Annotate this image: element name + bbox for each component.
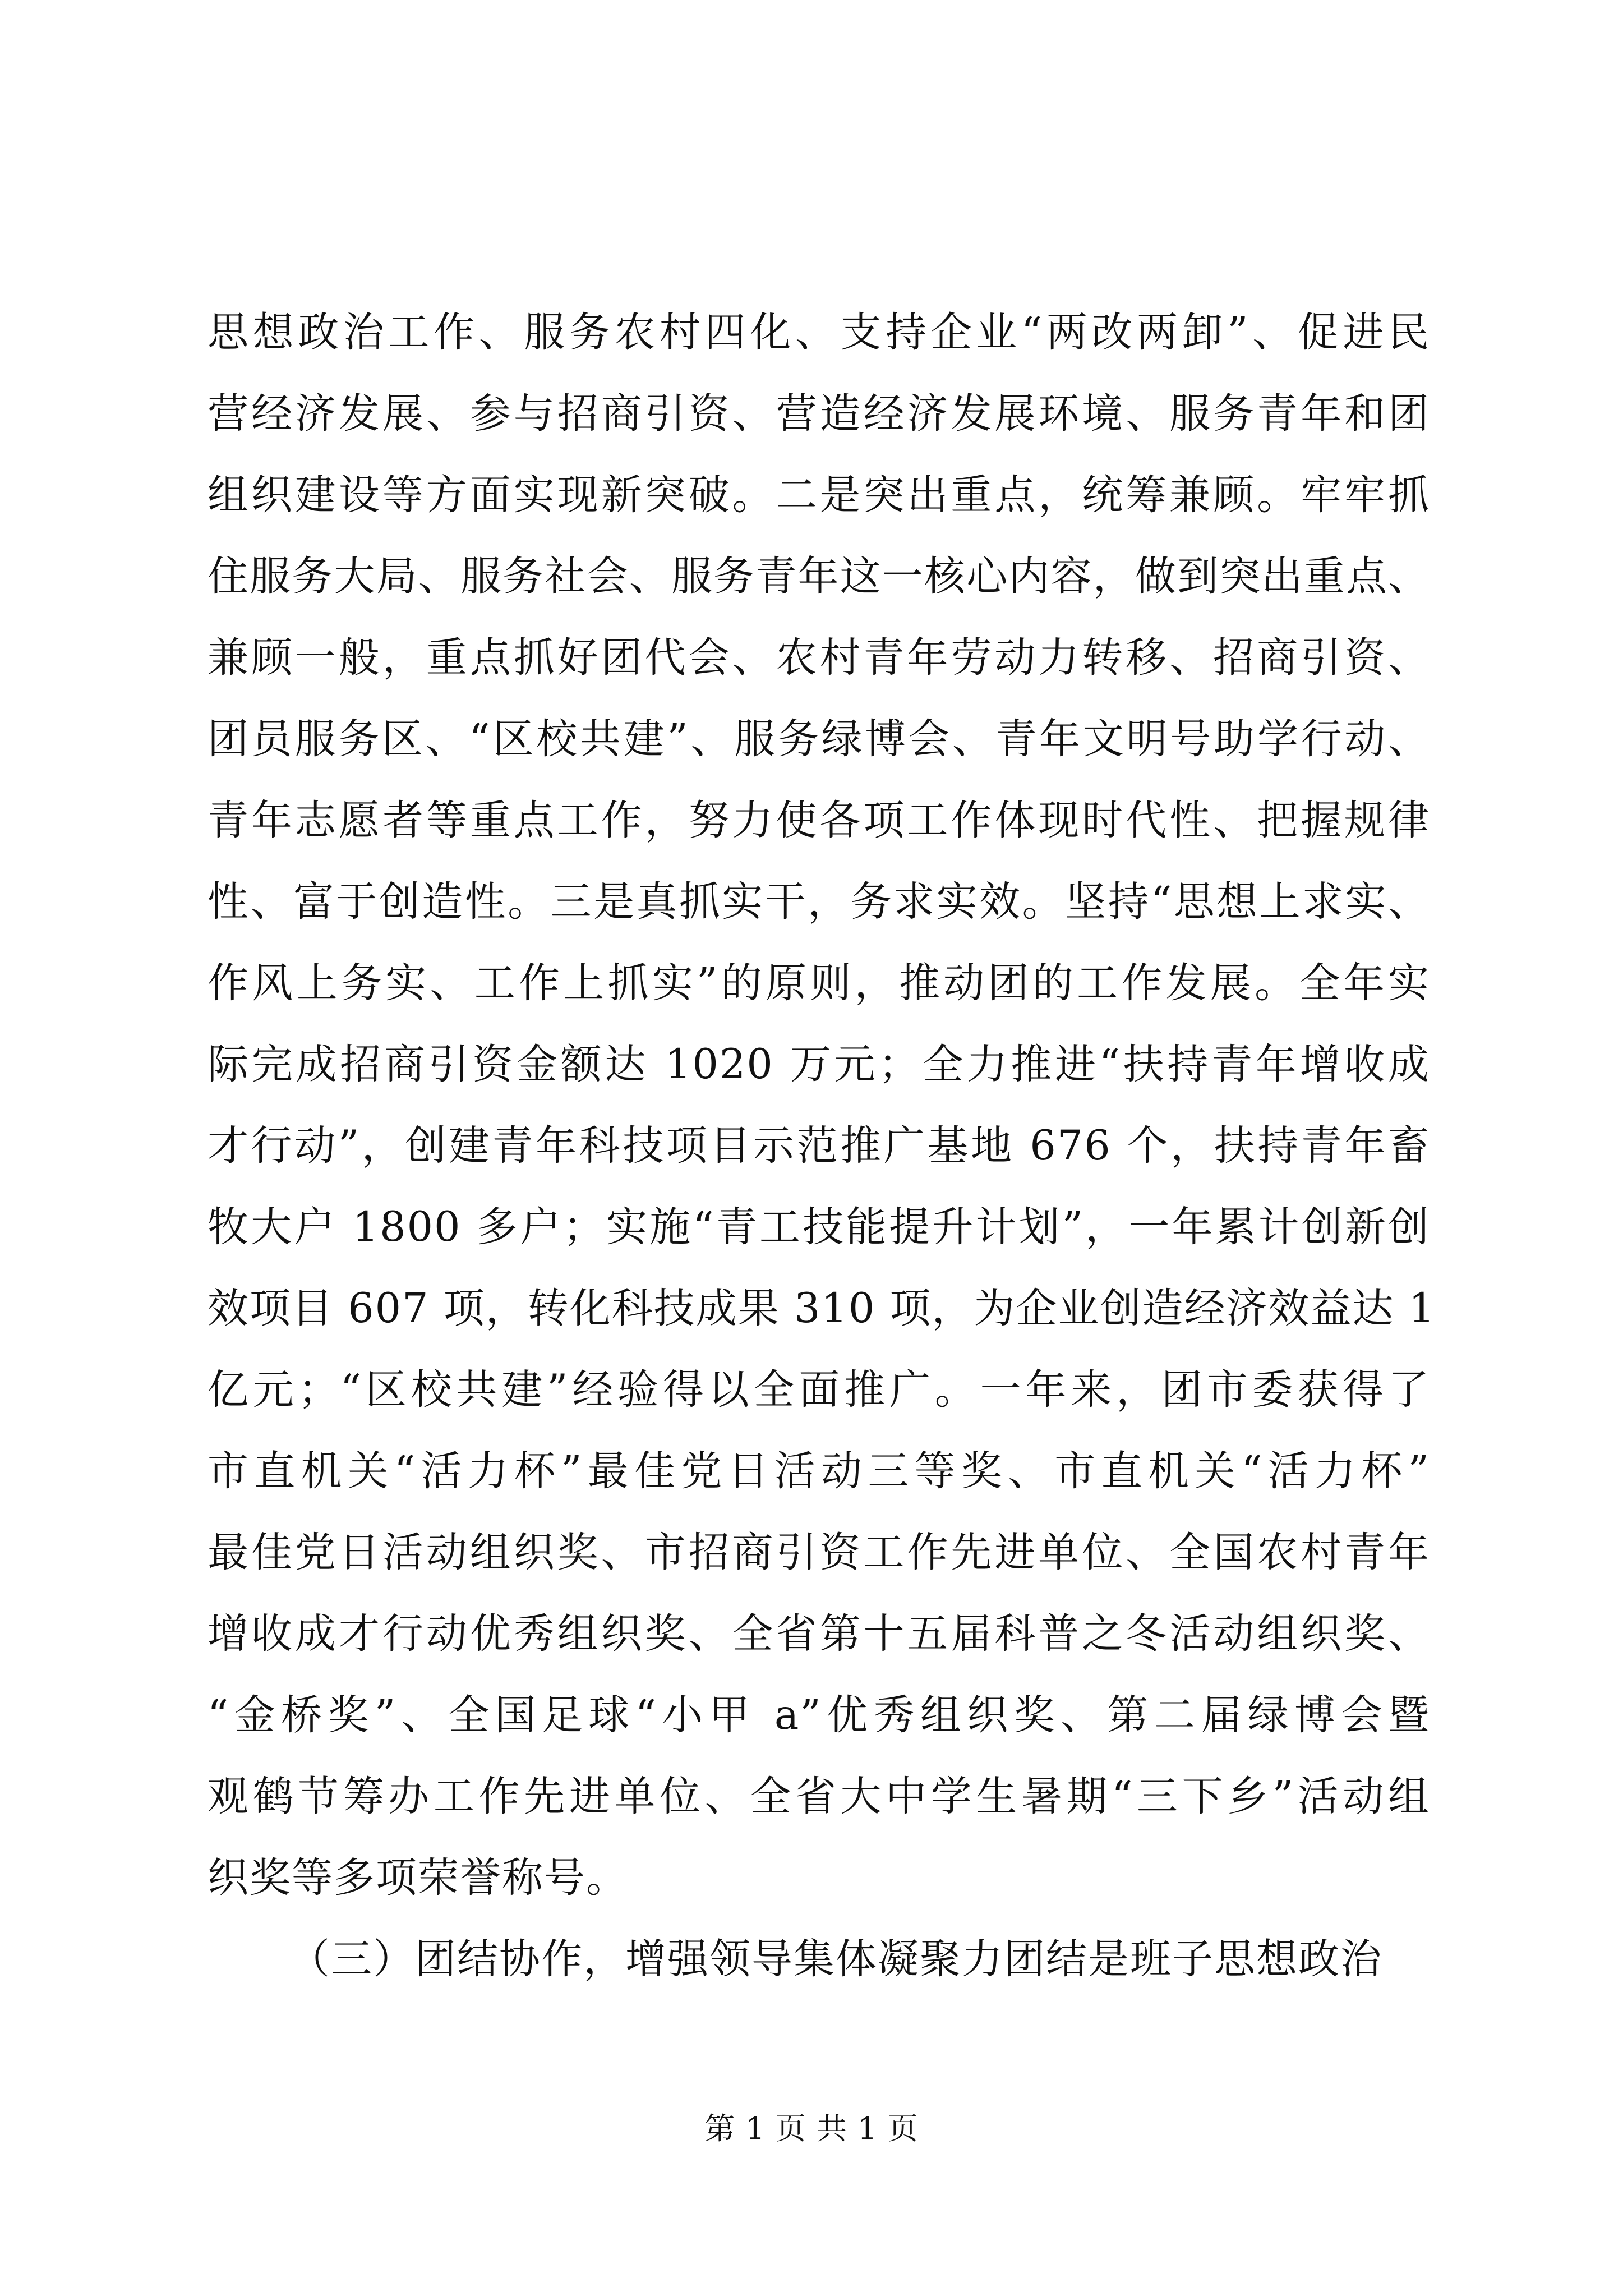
text-line: 市直机关“活力杯”最佳党日活动三等奖、市直机关“活力杯”: [208, 1447, 1430, 1495]
text-line: 牧大户 1800 多户；实施“青工技能提升计划”，一年累计创新创: [208, 1203, 1430, 1251]
body-text: [208, 292, 1436, 2000]
text-line: 增收成才行动优秀组织奖、全省第十五届科普之冬活动组织奖、: [208, 1610, 1430, 1658]
text-line: 才行动”，创建青年科技项目示范推广基地 676 个，扶持青年畜: [208, 1122, 1430, 1170]
text-line: 团员服务区、“区校共建”、服务绿博会、青年文明号助学行动、: [208, 715, 1430, 763]
text-line: 青年志愿者等重点工作，努力使各项工作体现时代性、把握规律: [208, 797, 1430, 844]
text-line: 兼顾一般，重点抓好团代会、农村青年劳动力转移、招商引资、: [208, 634, 1430, 682]
text-line: “金桥奖”、全国足球“小甲 a”优秀组织奖、第二届绿博会暨: [208, 1691, 1430, 1739]
text-line: 最佳党日活动组织奖、市招商引资工作先进单位、全国农村青年: [208, 1529, 1430, 1576]
text-line: 住服务大局、服务社会、服务青年这一核心内容，做到突出重点、: [208, 553, 1430, 600]
text-line: 思想政治工作、服务农村四化、支持企业“两改两卸”、促进民: [208, 309, 1430, 356]
text-line: 织奖等多项荣誉称号。: [208, 1854, 628, 1902]
text-line: 组织建设等方面实现新突破。二是突出重点，统筹兼顾。牢牢抓: [208, 471, 1430, 519]
text-line: 际完成招商引资金额达 1020 万元；全力推进“扶持青年增收成: [208, 1041, 1430, 1088]
text-line: 观鹤节筹办工作先进单位、全省大中学生暑期“三下乡”活动组: [208, 1773, 1430, 1820]
page-footer: 第 1 页 共 1 页: [704, 2111, 919, 2146]
text-line: 亿元；“区校共建”经验得以全面推广。一年来，团市委获得了: [208, 1366, 1430, 1414]
text-line: 效项目 607 项，转化科技成果 310 项，为企业创造经济效益达 1: [208, 1285, 1436, 1332]
section-heading-line: （三）团结协作，增强领导集体凝聚力团结是班子思想政治: [289, 1935, 1382, 1983]
text-line: 营经济发展、参与招商引资、营造经济发展环境、服务青年和团: [208, 390, 1430, 438]
text-line: 性、富于创造性。三是真抓实干，务求实效。坚持“思想上求实、: [208, 878, 1430, 926]
text-line: 作风上务实、工作上抓实”的原则，推动团的工作发展。全年实: [208, 959, 1430, 1007]
